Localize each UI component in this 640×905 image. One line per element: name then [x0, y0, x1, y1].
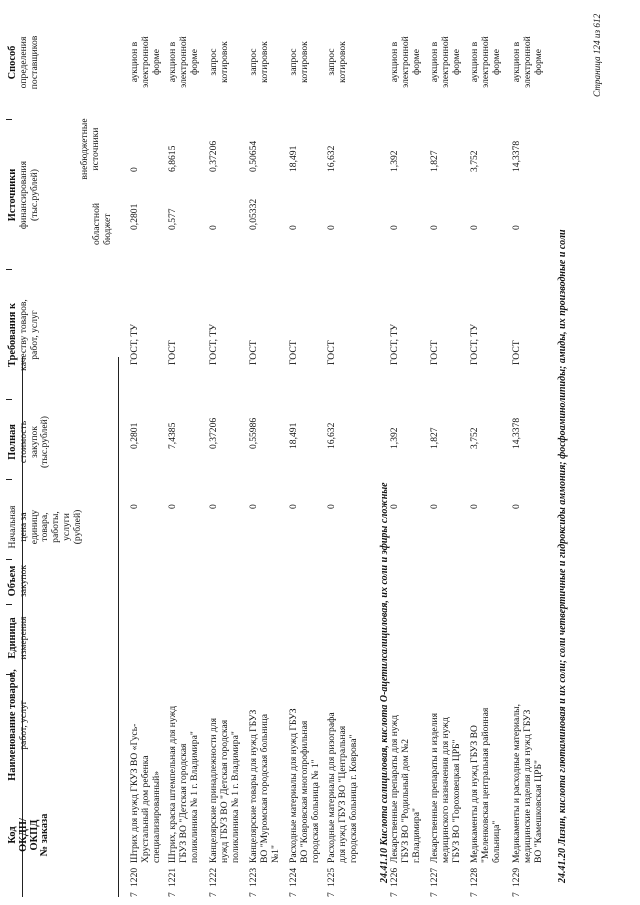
row-method-line: аукцион в	[129, 41, 140, 83]
header-total	[8, 404, 51, 480]
header-code-l2: ОКДП/	[17, 818, 29, 852]
row-number: 1220	[129, 867, 140, 887]
row-name-line: Штрих, краска штемпельная для нужд	[167, 705, 178, 863]
header-price-l2: цена за	[17, 512, 29, 542]
header-src	[8, 130, 40, 260]
header-volume-l1: Объем	[7, 565, 18, 597]
row-src-extra: 3,752	[469, 150, 480, 172]
row-method-line: аукцион в	[511, 41, 522, 83]
row-method-line: электронной	[139, 36, 151, 88]
row-name-line: Хрустальный дом ребенка	[139, 755, 151, 863]
header-src-extra: внебюджетные источники	[79, 118, 101, 180]
section-title: Лизин, кислота глютаминовая и их соли; соли четвертичные и гидроксиды аммония; фосфоаминолипиды; амиды, их производные и соли	[557, 229, 568, 846]
header-total-l1: Полная	[7, 424, 18, 460]
section-code: 24.41.20	[557, 848, 568, 883]
header-unit-l2: измерения	[17, 616, 29, 660]
header-code-l4: № заказа	[39, 813, 51, 857]
row-code: 7	[389, 892, 400, 897]
row-name-line: ВО "Муромская городская больница	[258, 714, 270, 863]
row-method-line: электронной	[177, 36, 189, 88]
row-number: 1223	[248, 867, 259, 887]
row-code: 7	[248, 892, 259, 897]
row-method-line: запрос	[208, 48, 219, 76]
row-total: 1,827	[429, 427, 440, 449]
row-method-line: аукцион в	[389, 41, 400, 83]
row-method-line: запрос	[248, 48, 259, 76]
row-requirements: ГОСТ	[429, 340, 440, 365]
header-total-l3: закупок	[28, 426, 40, 458]
row-code: 7	[129, 892, 140, 897]
header-price-l4: товара,	[39, 512, 51, 542]
row-requirements: ГОСТ	[288, 340, 299, 365]
row-src-regional: 0	[208, 225, 219, 230]
row-name-line: специализированный»	[150, 770, 162, 863]
row-name-line: Расходные материалы для ризографа	[326, 712, 337, 863]
header-name-l1: Наименование товаров,	[7, 669, 18, 781]
row-name-line: Штрих для нужд ГКУЗ ВО «Гусь-	[129, 723, 140, 863]
row-requirements: ГОСТ, ТУ	[469, 323, 480, 365]
row-total: 14,3378	[511, 417, 522, 449]
table-row	[390, 0, 430, 905]
header-req-l3: работ, услуг	[28, 310, 40, 360]
section-heading-1	[379, 482, 390, 883]
row-total: 0,37206	[208, 417, 219, 449]
row-code: 7	[469, 892, 480, 897]
header-total-l2: стоимость	[17, 420, 29, 464]
row-name-line: Канцелярские принадлежности для	[208, 717, 219, 863]
row-src-extra: 1,827	[429, 150, 440, 172]
row-code: 7	[326, 892, 337, 897]
row-name-line: Расходные материалы для нужд ГБУЗ	[288, 708, 299, 863]
row-requirements: ГОСТ	[248, 340, 259, 365]
row-total: 16,632	[326, 422, 337, 449]
row-src-extra: 14,3378	[511, 140, 522, 172]
row-price: 0	[429, 504, 440, 509]
row-price: 0	[326, 504, 337, 509]
row-price: 0	[469, 504, 480, 509]
row-src-regional: 0,05332	[248, 198, 259, 230]
table-row	[327, 0, 367, 905]
header-bottom-rule	[118, 357, 119, 897]
header-src-l1: Источники	[7, 168, 18, 222]
header-price-l1: Начальная	[7, 505, 18, 549]
row-src-regional: 0,577	[167, 208, 178, 230]
row-number: 1229	[511, 867, 522, 887]
row-method-line: запрос	[326, 48, 337, 76]
row-number: 1227	[429, 867, 440, 887]
row-src-extra: 0,50654	[248, 140, 259, 172]
section-code: 24.41.10	[379, 848, 390, 883]
row-name-line: медицинского назначения для нужд	[439, 717, 451, 863]
row-requirements: ГОСТ, ТУ	[389, 323, 400, 365]
row-requirements: ГОСТ	[326, 340, 337, 365]
header-method	[8, 10, 40, 115]
row-price: 0	[389, 504, 400, 509]
row-total: 0,2801	[129, 422, 140, 449]
header-price-l3: единицу	[28, 509, 40, 545]
header-name	[8, 665, 30, 785]
header-src-regional: областной бюджет	[91, 202, 113, 245]
row-name-line: городская больница г. Коврова"	[347, 734, 359, 863]
row-number: 1222	[208, 867, 219, 887]
row-name-line: городская больница № 1"	[309, 759, 321, 863]
col-sep	[6, 119, 12, 120]
table-row	[470, 0, 510, 905]
row-price: 0	[129, 504, 140, 509]
row-name-line: ГБУЗ ВО "Родильный дом №2	[399, 738, 411, 863]
row-method-line: электронной	[521, 36, 533, 88]
row-name-line: Канцелярские товары для нужд ГБУЗ	[248, 709, 259, 863]
row-name-line: поликлиника № 1 г. Владимира"	[188, 731, 200, 863]
col-sep	[6, 604, 12, 605]
header-src-l3: (тыс.рублей)	[28, 169, 40, 221]
header-method-l1: Способ	[7, 45, 18, 80]
header-unit	[8, 606, 30, 670]
row-name-line: для нужд ГБУЗ ВО "Центральная	[336, 725, 348, 863]
row-price: 0	[248, 504, 259, 509]
row-src-regional: 0	[389, 225, 400, 230]
row-total: 1,392	[389, 427, 400, 449]
table-row	[209, 0, 249, 905]
header-price	[8, 499, 84, 555]
row-src-extra: 16,632	[326, 145, 337, 172]
row-number: 1226	[389, 867, 400, 887]
table-row	[130, 0, 170, 905]
row-src-extra: 0	[129, 167, 140, 172]
row-method-line: аукцион в	[469, 41, 480, 83]
row-name-line: г.Владимира"	[410, 808, 422, 863]
header-code	[8, 795, 51, 875]
row-name-line: Лекарственные препараты для нужд	[389, 714, 400, 863]
row-method-line: форме	[450, 49, 462, 75]
row-total: 18,491	[288, 422, 299, 449]
row-name-line: поликлиника № 1 г. Владимира"	[229, 731, 241, 863]
row-method-line: запрос	[288, 48, 299, 76]
row-src-regional: 0	[511, 225, 522, 230]
header-src-l2: финансирования	[17, 160, 29, 230]
row-total: 3,752	[469, 427, 480, 449]
row-method-line: котировок	[336, 41, 348, 83]
row-number: 1224	[288, 867, 299, 887]
header-req-l1: Требования к	[7, 303, 18, 367]
row-price: 0	[288, 504, 299, 509]
section-heading-2	[557, 229, 568, 883]
row-method-line: форме	[150, 49, 162, 75]
row-name-line: ГБУЗ ВО "Детская городская	[177, 743, 189, 863]
header-name-l2: работ, услуг	[17, 700, 29, 750]
row-src-regional: 0,2801	[129, 203, 140, 230]
row-name-line: Медикаменты и расходные материалы,	[511, 704, 522, 863]
row-name-line: Лекарственные препараты и изделия	[429, 712, 440, 863]
row-name-line: медицинские изделия для нужд ГБУЗ	[521, 709, 533, 863]
row-src-regional: 0	[326, 225, 337, 230]
row-requirements: ГОСТ, ТУ	[208, 323, 219, 365]
row-method-line: аукцион в	[429, 41, 440, 83]
header-code-l1: Код	[7, 826, 18, 844]
row-src-regional: 0	[469, 225, 480, 230]
header-method-l2: определения	[17, 36, 29, 89]
row-src-regional: 0	[429, 225, 440, 230]
row-total: 0,55986	[248, 417, 259, 449]
row-name-line: Медикаменты для нужд ГБУЗ ВО	[469, 725, 480, 863]
header-unit-l1: Единица	[7, 617, 18, 659]
row-method-line: котировок	[218, 41, 230, 83]
table-row	[249, 0, 289, 905]
row-number: 1228	[469, 867, 480, 887]
header-volume-l2: закупок	[17, 565, 29, 597]
header-total-l4: (тыс.рублей)	[39, 416, 51, 468]
row-requirements: ГОСТ	[511, 340, 522, 365]
row-price: 0	[167, 504, 178, 509]
row-src-extra: 1,392	[389, 150, 400, 172]
row-name-line: ВО "Ковровская многопрофильная	[298, 720, 310, 863]
row-method-line: электронной	[399, 36, 411, 88]
section-title: Кислота салициловая, кислота О-ацетилсалициловая, их соли и эфиры сложные	[379, 482, 390, 846]
table-row	[168, 0, 208, 905]
row-requirements: ГОСТ	[167, 340, 178, 365]
header-method-l3: поставщиков	[28, 35, 40, 90]
header-price-l6: услуги	[60, 513, 72, 541]
row-code: 7	[429, 892, 440, 897]
header-code-l3: ОКПД	[28, 819, 40, 851]
header-price-l5: работы,	[50, 511, 62, 543]
row-method-line: котировок	[258, 41, 270, 83]
row-name-line: ГБУЗ ВО "Гороховецкая ЦРБ"	[450, 739, 462, 863]
row-code: 7	[288, 892, 299, 897]
row-code: 7	[208, 892, 219, 897]
row-method-line: электронной	[479, 36, 491, 88]
row-number: 1221	[167, 867, 178, 887]
header-price-l7: (рублей)	[71, 509, 83, 545]
row-src-extra: 18,491	[288, 145, 299, 172]
row-code: 7	[511, 892, 522, 897]
row-name-line: №1"	[269, 845, 281, 863]
row-method-line: аукцион в	[167, 41, 178, 83]
page-number: Страница 124 из 612	[592, 13, 602, 97]
header-req-l2: качеству товаров,	[17, 299, 29, 371]
row-price: 0	[511, 504, 522, 509]
row-src-regional: 0	[288, 225, 299, 230]
row-method-line: котировок	[298, 41, 310, 83]
row-name-line: ВО "Камешковская ЦРБ"	[532, 760, 544, 863]
row-price: 0	[208, 504, 219, 509]
row-method-line: форме	[490, 49, 502, 75]
row-method-line: форме	[188, 49, 200, 75]
row-number: 1225	[326, 867, 337, 887]
table-row	[430, 0, 470, 905]
row-code: 7	[167, 892, 178, 897]
table-row	[289, 0, 329, 905]
header-volume	[8, 559, 30, 603]
row-method-line: форме	[532, 49, 544, 75]
row-method-line: форме	[410, 49, 422, 75]
row-method-line: электронной	[439, 36, 451, 88]
row-src-extra: 0,37206	[208, 140, 219, 172]
row-total: 7,4385	[167, 422, 178, 449]
row-name-line: "Меленковская центральная районная	[479, 707, 491, 863]
row-src-extra: 6,8615	[167, 145, 178, 172]
header-req	[8, 270, 40, 400]
row-name-line: нужд ГБУЗ ВО "Детская городская	[218, 719, 230, 863]
row-requirements: ГОСТ, ТУ	[129, 323, 140, 365]
table-row	[512, 0, 552, 905]
row-name-line: больница"	[490, 820, 502, 863]
